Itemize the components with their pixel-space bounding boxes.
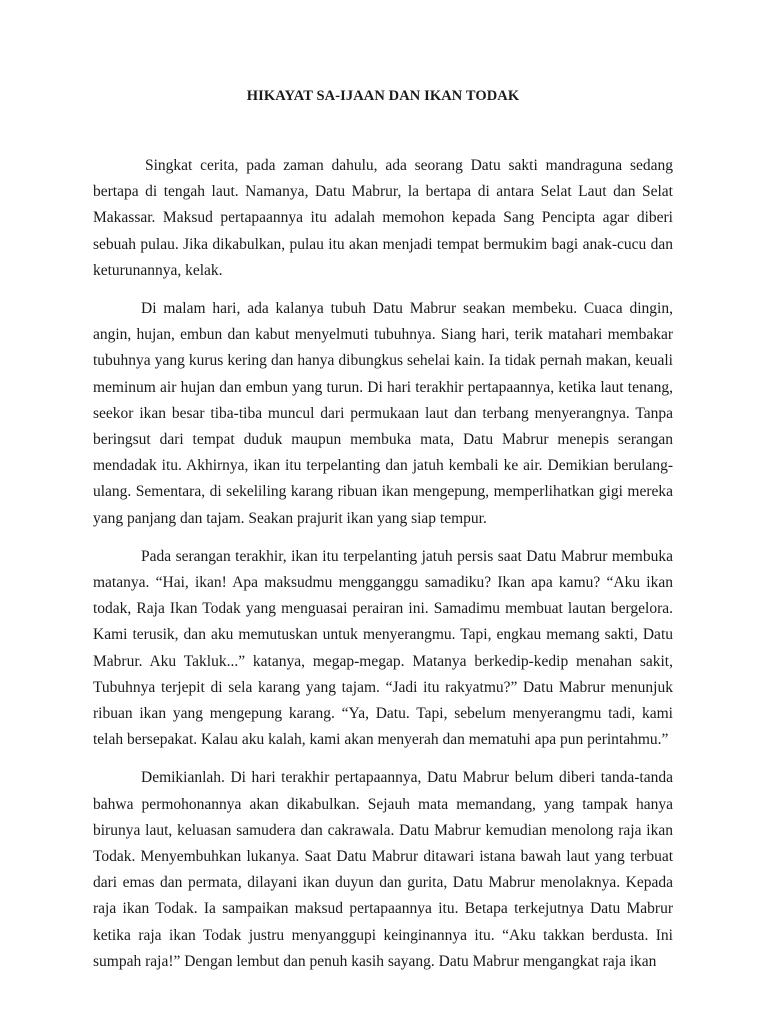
paragraph: Pada serangan terakhir, ikan itu terpelanting jatuh persis saat Datu Mabrur membuka matanya. “Hai, ikan! Apa maksudmu mengganggu samadiku? Ikan apa kamu? “Aku ikan todak, Raja Ikan Todak yang menguasai perairan ini. Samadimu membuat lautan bergelora. Kami terusik, dan aku memutuskan untuk menyerangmu. Tapi, engkau memang sakti, Datu Mabrur. Aku Takluk...” katanya, megap-megap. Matanya berkedip-kedip menahan sakit, Tubuhnya terjepit di sela karang yang tajam. “Jadi itu rakyatmu?” Datu Mabrur menunjuk ribuan ikan yang mengepung karang. “Ya, Datu. Tapi, sebelum menyerangmu tadi, kami telah bersepakat. Kalau aku kalah, kami akan menyerah dan mematuhi apa pun perintahmu.”: [93, 547, 673, 749]
paragraph: Demikianlah. Di hari terakhir pertapaannya, Datu Mabrur belum diberi tanda-tanda bahwa permohonannya akan dikabulkan. Sejauh mata memandang, yang tampak hanya birunya laut, keluasan samudera dan cakrawala. Datu Mabrur kemudian menolong raja ikan Todak. Menyembuhkan lukanya. Saat Datu Mabrur ditawari istana bawah laut yang terbuat dari emas dan permata, dilayani ikan duyun dan gurita, Datu Mabrur menolaknya. Kepada raja ikan Todak. Ia sampaikan maksud pertapaannya itu. Betapa terkejutnya Datu Mabrur ketika raja ikan Todak justru menyanggupi keinginannya itu. “Aku takkan berdusta. Ini sumpah raja!” Dengan lembut dan penuh kasih sayang. Datu Mabrur mengangkat raja ikan: [93, 769, 673, 970]
document-title: HIKAYAT SA-IJAAN DAN IKAN TODAK: [246, 88, 520, 104]
paragraph: Di malam hari, ada kalanya tubuh Datu Mabrur seakan membeku. Cuaca dingin, angin, hujan, embun dan kabut menyelmuti tubuhnya. Siang hari, terik matahari membakar tubuhnya yang kurus kering dan hanya dibungkus sehelai kain. Ia tidak pernah makan, keuali meminum air hujan dan embun yang turun. Di hari terakhir pertapaannya, ketika laut tenang, seekor ikan besar tiba-tiba muncul dari permukaan laut dan terbang menyerangnya. Tanpa beringsut dari tempat duduk maupun membuka mata, Datu Mabrur menepis serangan mendadak itu. Akhirnya, ikan itu terpelanting dan jatuh kembali ke air. Demikian berulang-ulang. Sementara, di sekeliling karang ribuan ikan mengepung, memperlihatkan gigi mereka yang panjang dan tajam. Seakan prajurit ikan yang siap tempur.: [93, 300, 673, 527]
document-body: [93, 153, 673, 987]
paragraph: Singkat cerita, pada zaman dahulu, ada seorang Datu sakti mandraguna sedang bertapa di tengah laut. Namanya, Datu Mabrur, la bertapa di antara Selat Laut dan Selat Makassar. Maksud pertapaannya itu adalah memohon kepada Sang Pencipta agar diberi sebuah pulau. Jika dikabulkan, pulau itu akan menjadi tempat bermukim bagi anak-cucu dan keturunannya, kelak.: [93, 157, 673, 279]
